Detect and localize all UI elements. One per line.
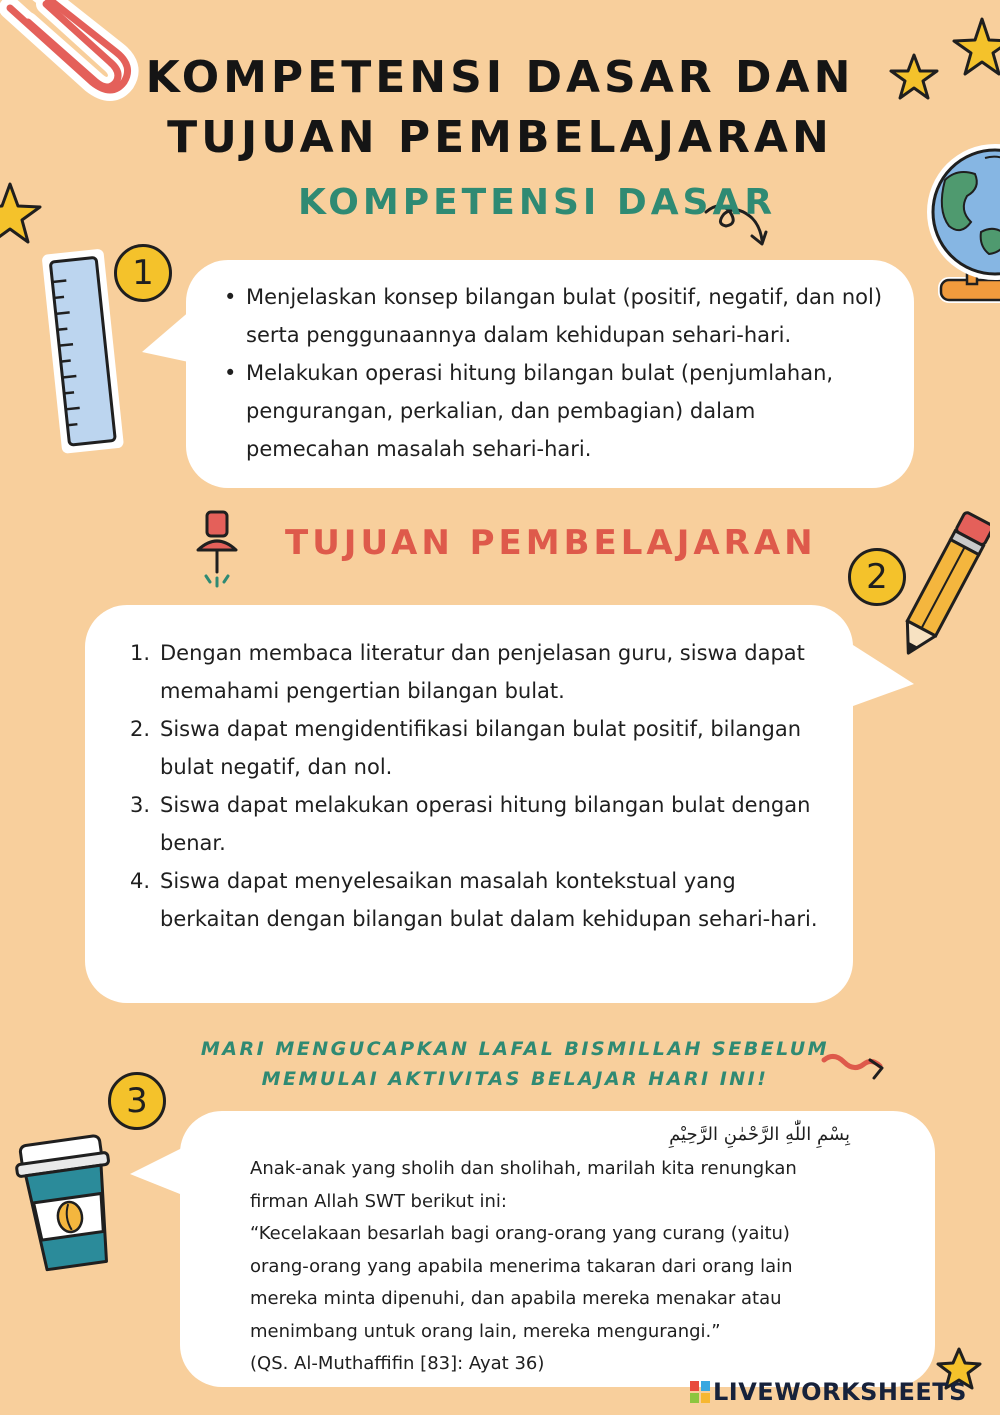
tujuan-pembelajaran-heading: TUJUAN PEMBELAJARAN — [285, 523, 817, 563]
list-item — [130, 862, 820, 938]
quran-quote — [250, 1153, 890, 1381]
quote-line: mereka minta dipenuhi, dan apabila mereka menakar atau — [250, 1288, 782, 1309]
coffee-cup-icon — [14, 1128, 124, 1278]
section-badge-3: 3 — [108, 1072, 166, 1130]
list-item-text: Siswa dapat melakukan operasi hitung bilangan bulat dengan benar. — [160, 793, 811, 855]
list-item: • Menjelaskan konsep bilangan bulat (positif, negatif, dan nol) serta penggunaannya dalam kehidupan sehari-hari. — [222, 278, 882, 354]
list-item-text: Dengan membaca literatur dan penjelasan guru, siswa dapat memahami pengertian bilangan bulat. — [160, 641, 805, 703]
watermark-text: LIVEWORKSHEETS — [713, 1378, 967, 1406]
page-title — [0, 48, 1000, 168]
push-pin-icon — [192, 506, 242, 590]
quote-line: Anak-anak yang sholih dan sholihah, marilah kita renungkan — [250, 1158, 797, 1179]
list-item: • Melakukan operasi hitung bilangan bulat (penjumlahan, pengurangan, perkalian, dan pembagian) dalam pemecahan masalah sehari-hari. — [222, 354, 882, 468]
list-item-number: 4. — [130, 869, 151, 893]
list-item-number: 1. — [130, 641, 151, 665]
liveworksheets-watermark[interactable] — [690, 1378, 967, 1406]
kompetensi-dasar-heading: KOMPETENSI DASAR — [298, 182, 777, 223]
list-item-number: 2. — [130, 717, 151, 741]
prompt-line-1: MARI MENGUCAPKAN LAFAL BISMILLAH SEBELUM — [200, 1038, 830, 1060]
star-icon — [0, 180, 44, 250]
bismillah-prompt — [150, 1034, 880, 1094]
list-item-number: 3. — [130, 793, 151, 817]
list-item — [130, 634, 820, 710]
liveworksheets-logo-icon — [690, 1381, 710, 1403]
quote-line: (QS. Al-Muthaffifin [83]: Ayat 36) — [250, 1353, 545, 1374]
tujuan-pembelajaran-list — [130, 634, 820, 938]
bismillah-arabic: بِسْمِ اللّٰهِ الرَّحْمٰنِ الرَّحِيْمِ — [669, 1124, 850, 1145]
list-item — [130, 710, 820, 786]
list-item-text: Siswa dapat menyelesaikan masalah kontekstual yang berkaitan dengan bilangan bulat dalam kehidupan sehari-hari. — [160, 869, 818, 931]
quote-line: orang-orang yang apabila menerima takaran dari orang lain — [250, 1255, 793, 1277]
quote-line: “Kecelakaan besarlah bagi orang-orang yang curang (yaitu) — [250, 1223, 790, 1244]
quote-line: menimbang untuk orang lain, mereka mengurangi.” — [250, 1320, 721, 1342]
prompt-line-2: MEMULAI AKTIVITAS BELAJAR HARI INI! — [261, 1068, 769, 1090]
list-item — [130, 786, 820, 862]
quote-line: firman Allah SWT berikut ini: — [250, 1190, 507, 1212]
kompetensi-dasar-list — [222, 278, 882, 468]
page-title-line-1: KOMPETENSI DASAR DAN — [145, 52, 855, 103]
page-title-line-2: TUJUAN PEMBELAJARAN — [167, 112, 833, 163]
section-badge-2: 2 — [848, 548, 906, 606]
section-badge-1: 1 — [114, 244, 172, 302]
list-item-text: Siswa dapat mengidentifikasi bilangan bulat positif, bilangan bulat negatif, dan nol. — [160, 717, 802, 779]
